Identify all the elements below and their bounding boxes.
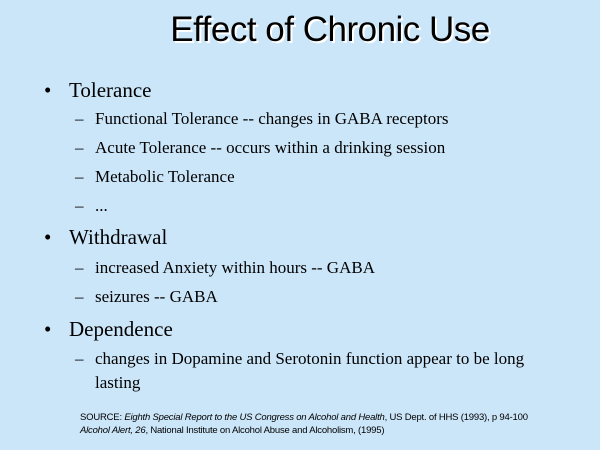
- citation-line: [80, 424, 585, 437]
- sub-item: [75, 165, 555, 189]
- citation-title: Alcohol Alert, 26: [80, 425, 146, 436]
- bullet-tolerance: [44, 77, 151, 103]
- sub-item-text: Functional Tolerance -- changes in GABA receptors: [95, 109, 449, 128]
- sub-item-text: Acute Tolerance -- occurs within a drinking session: [95, 138, 446, 157]
- citation-publisher: , US Dept. of HHS (1993), p 94-100: [384, 412, 528, 423]
- sub-item: [75, 256, 555, 280]
- slide-title: Effect of Chronic Use: [170, 10, 490, 49]
- sub-item-text: ...: [95, 196, 108, 215]
- sub-item: [75, 194, 555, 218]
- citation-publisher: , National Institute on Alcohol Abuse and Alcoholism, (1995): [145, 425, 385, 436]
- sub-item: [75, 136, 555, 160]
- bullet-icon: •: [44, 78, 52, 102]
- sub-item: [75, 285, 555, 309]
- sub-item-text: changes in Dopamine and Serotonin function appear to be long lasting: [95, 349, 525, 392]
- section-heading: Tolerance: [69, 78, 152, 102]
- dash-icon: –: [75, 138, 84, 157]
- sub-item-text: seizures -- GABA: [95, 287, 218, 306]
- bullet-icon: •: [44, 317, 52, 341]
- dash-icon: –: [75, 167, 84, 186]
- bullet-icon: •: [44, 225, 52, 249]
- sub-item: [75, 347, 550, 395]
- citation-line: [80, 411, 585, 424]
- bullet-withdrawal: [44, 224, 167, 250]
- citation-title: Eighth Special Report to the US Congress on Alcohol and Health: [124, 412, 385, 423]
- sub-item-text: increased Anxiety within hours -- GABA: [95, 258, 375, 277]
- dash-icon: –: [75, 349, 84, 368]
- bullet-dependence: [44, 316, 173, 342]
- dash-icon: –: [75, 196, 84, 215]
- citation-prefix: SOURCE:: [80, 412, 125, 423]
- section-heading: Dependence: [69, 317, 173, 341]
- dash-icon: –: [75, 258, 84, 277]
- dash-icon: –: [75, 109, 84, 128]
- sub-item-text: Metabolic Tolerance: [95, 167, 235, 186]
- source-citation: [80, 411, 585, 437]
- section-heading: Withdrawal: [69, 225, 168, 249]
- sub-item: [75, 107, 555, 131]
- dash-icon: –: [75, 287, 84, 306]
